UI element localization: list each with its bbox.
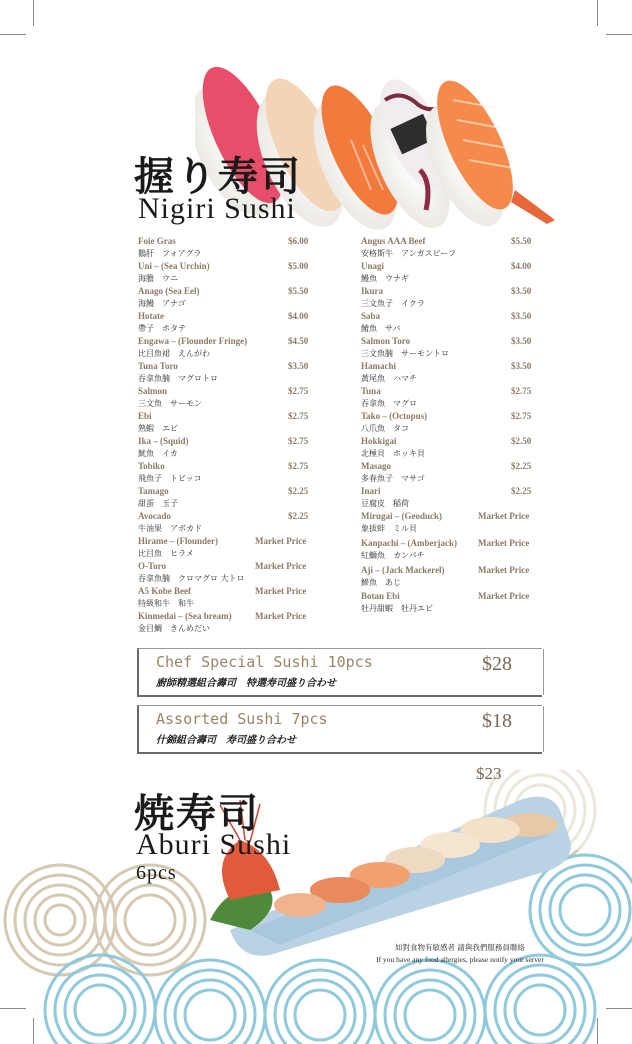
menu-item (361, 361, 533, 386)
item-name: Saba (361, 311, 381, 321)
item-name-jp: 黃尾魚 ハマチ (361, 374, 417, 383)
item-name: Hotate (138, 311, 164, 321)
item-name-jp: 鵝肝 フォアグラ (138, 249, 202, 258)
item-name-jp: 鯖魚 サバ (361, 324, 401, 333)
item-name-jp: 牛油果 アボカド (138, 524, 202, 533)
item-name: Uni – (Sea Urchin) (138, 261, 210, 271)
menu-item (361, 411, 533, 436)
menu-item (138, 311, 310, 336)
item-price: Market Price (478, 565, 530, 575)
item-name: Hokkigai (361, 436, 397, 446)
item-name-jp: 牡丹甜蝦 牡丹エビ (361, 604, 433, 613)
item-name-jp: 三文魚子 イクラ (361, 299, 425, 308)
item-price: $2.75 (288, 411, 309, 421)
item-price: $2.75 (288, 386, 309, 396)
item-name-jp: 熟蝦 エビ (138, 424, 178, 433)
aburi-title-jp: 焼寿司 (134, 790, 260, 837)
menu-item (138, 336, 310, 361)
crop-mark-right-upper (606, 34, 632, 35)
item-name: Anago (Sea Eel) (138, 286, 200, 296)
crop-mark-left-upper (0, 34, 26, 35)
menu-item (361, 236, 533, 261)
item-price: $2.75 (511, 386, 532, 396)
item-name-jp: 豆腐皮 稲荷 (361, 499, 409, 508)
special-name-jp: 廚師精選組合壽司 特選寿司盛り合わせ (156, 678, 336, 689)
item-name-jp: 吞拿魚腩 マグロトロ (138, 374, 218, 383)
item-name: A5 Kobe Beef (138, 586, 191, 596)
item-name: Engawa – (Flounder Fringe) (138, 336, 248, 346)
item-price: $2.75 (511, 411, 532, 421)
item-price: Market Price (478, 538, 530, 548)
item-name-jp: 海膽 ウニ (138, 274, 178, 283)
item-name: Inari (361, 486, 381, 496)
item-price: Market Price (255, 611, 307, 621)
item-name: Avocado (138, 511, 171, 521)
menu-item (138, 411, 310, 436)
aburi-count: 6pcs (136, 862, 177, 884)
special-name: Chef Special Sushi 10pcs (156, 653, 373, 671)
item-name: Unagi (361, 261, 385, 271)
item-price: $2.25 (288, 486, 309, 496)
menu-item (138, 586, 310, 611)
item-name: Masago (361, 461, 391, 471)
item-name-jp: 紅鰤魚 カンパチ (361, 551, 425, 560)
item-name-jp: 鰻魚 ウナギ (361, 274, 409, 283)
item-name: Aji – (Jack Mackerel) (361, 565, 445, 575)
item-name: Ika – (Squid) (138, 436, 189, 446)
menu-item (138, 461, 310, 486)
menu-item (361, 565, 533, 591)
item-name: Tobiko (138, 461, 165, 471)
item-price: $4.00 (288, 311, 309, 321)
item-name-jp: 鰺魚 あじ (361, 578, 401, 587)
item-name: Botan Ebi (361, 591, 400, 601)
item-name: Foie Gras (138, 236, 176, 246)
item-name: Ebi (138, 411, 152, 421)
item-name-jp: 比目魚 ヒラメ (138, 549, 194, 558)
chef-special-box (137, 648, 542, 697)
item-price: $3.50 (511, 336, 532, 346)
menu-item (138, 261, 310, 286)
item-price: Market Price (478, 591, 530, 601)
menu-item (361, 538, 533, 565)
item-price: Market Price (255, 586, 307, 596)
menu-item (138, 361, 310, 386)
item-name: Tamago (138, 486, 169, 496)
item-price: Market Price (255, 536, 307, 546)
aburi-price: $23 (476, 764, 502, 783)
item-name-jp: 多春魚子 マサゴ (361, 474, 425, 483)
menu-item (361, 336, 533, 361)
item-name-jp: 魷魚 イカ (138, 449, 178, 458)
menu-item (361, 591, 533, 616)
item-price: $2.75 (288, 461, 309, 471)
nigiri-title-jp: 握り寿司 (134, 153, 302, 200)
menu-item (361, 436, 533, 461)
item-name-jp: 特級和牛 和牛 (138, 599, 194, 608)
item-price: $3.50 (511, 361, 532, 371)
crop-mark-top-right (597, 0, 598, 26)
item-name-jp: 象拔蚌 ミル貝 (361, 524, 417, 533)
menu-item (138, 286, 310, 311)
item-name: Hamachi (361, 361, 396, 371)
aburi-title-en: Aburi Sushi (136, 828, 292, 861)
item-name: Tuna Toro (138, 361, 178, 371)
menu-item (361, 386, 533, 411)
menu-item (138, 386, 310, 411)
item-price: $5.50 (511, 236, 532, 246)
allergy-notice (360, 942, 560, 966)
item-name: Tuna (361, 386, 381, 396)
menu-item (138, 611, 310, 636)
special-name: Assorted Sushi 7pcs (156, 710, 328, 728)
item-name: Salmon (138, 386, 168, 396)
item-price: $2.75 (288, 436, 309, 446)
item-name: Salmon Toro (361, 336, 411, 346)
special-price: $28 (482, 653, 512, 675)
item-name-jp: 三文魚 サーモン (138, 399, 202, 408)
menu-item (138, 561, 310, 586)
item-name: Tako – (Octopus) (361, 411, 428, 421)
item-name-jp: 海鰻 アナゴ (138, 299, 186, 308)
menu-item (361, 261, 533, 286)
item-name-jp: 飛魚子 トビッコ (138, 474, 202, 483)
assorted-sushi-box (137, 705, 542, 754)
special-price: $18 (482, 710, 512, 732)
item-price: $5.50 (288, 286, 309, 296)
menu-item (361, 511, 533, 538)
item-name-jp: 吞拿魚 マグロ (361, 399, 417, 408)
crop-mark-top-left (33, 0, 34, 26)
menu-item (138, 511, 310, 536)
allergy-notice-en: If you have any food allergies, please notify your server (376, 955, 544, 964)
menu-item (138, 486, 310, 511)
item-price: Market Price (478, 511, 530, 521)
allergy-notice-zh: 如對食物有敏感者 請與我們服務員聯絡 (395, 943, 525, 952)
item-price: $4.00 (511, 261, 532, 271)
nigiri-menu-left-column (138, 236, 310, 636)
item-price: $3.50 (511, 311, 532, 321)
item-name-jp: 三文魚腩 サーモントロ (361, 349, 449, 358)
item-name-jp: 吞拿魚腩 クロマグロ 大トロ (138, 574, 245, 583)
item-price: $2.25 (288, 511, 309, 521)
item-price: $2.25 (511, 461, 532, 471)
special-name-jp: 什錦組合壽司 寿司盛り合わせ (156, 735, 296, 746)
item-name: Kanpachi – (Amberjack) (361, 538, 457, 548)
menu-item (361, 486, 533, 511)
item-name: Mirugai – (Geoduck) (361, 511, 442, 521)
item-price: $2.25 (511, 486, 532, 496)
item-price: $6.00 (288, 236, 309, 246)
item-name-jp: 金目鯛 きんめだい (138, 624, 210, 633)
menu-item (138, 236, 310, 261)
item-name-jp: 帶子 ホタテ (138, 324, 186, 333)
item-price: $5.00 (288, 261, 309, 271)
nigiri-menu-right-column (361, 236, 533, 616)
item-name-jp: 甜蛋 玉子 (138, 499, 178, 508)
menu-item (361, 461, 533, 486)
item-name-jp: 安格斯牛 アンガスビーフ (361, 249, 456, 258)
item-price: Market Price (255, 561, 307, 571)
item-name: Ikura (361, 286, 384, 296)
item-name: Kinmedai – (Sea bream) (138, 611, 232, 621)
menu-item (138, 536, 310, 561)
item-price: $3.50 (288, 361, 309, 371)
item-name-jp: 比目魚裙 えんがわ (138, 349, 210, 358)
nigiri-title-en: Nigiri Sushi (138, 192, 296, 225)
menu-item (361, 311, 533, 336)
item-name-jp: 北極貝 ホッキ貝 (361, 449, 425, 458)
item-price: $2.50 (511, 436, 532, 446)
item-name: O-Toro (138, 561, 167, 571)
menu-item (361, 286, 533, 311)
item-price: $3.50 (511, 286, 532, 296)
item-name: Hirame – (Flounder) (138, 536, 218, 546)
menu-item (138, 436, 310, 461)
item-name-jp: 八爪魚 タコ (361, 424, 409, 433)
item-price: $4.50 (288, 336, 309, 346)
item-name: Angus AAA Beef (361, 236, 426, 246)
